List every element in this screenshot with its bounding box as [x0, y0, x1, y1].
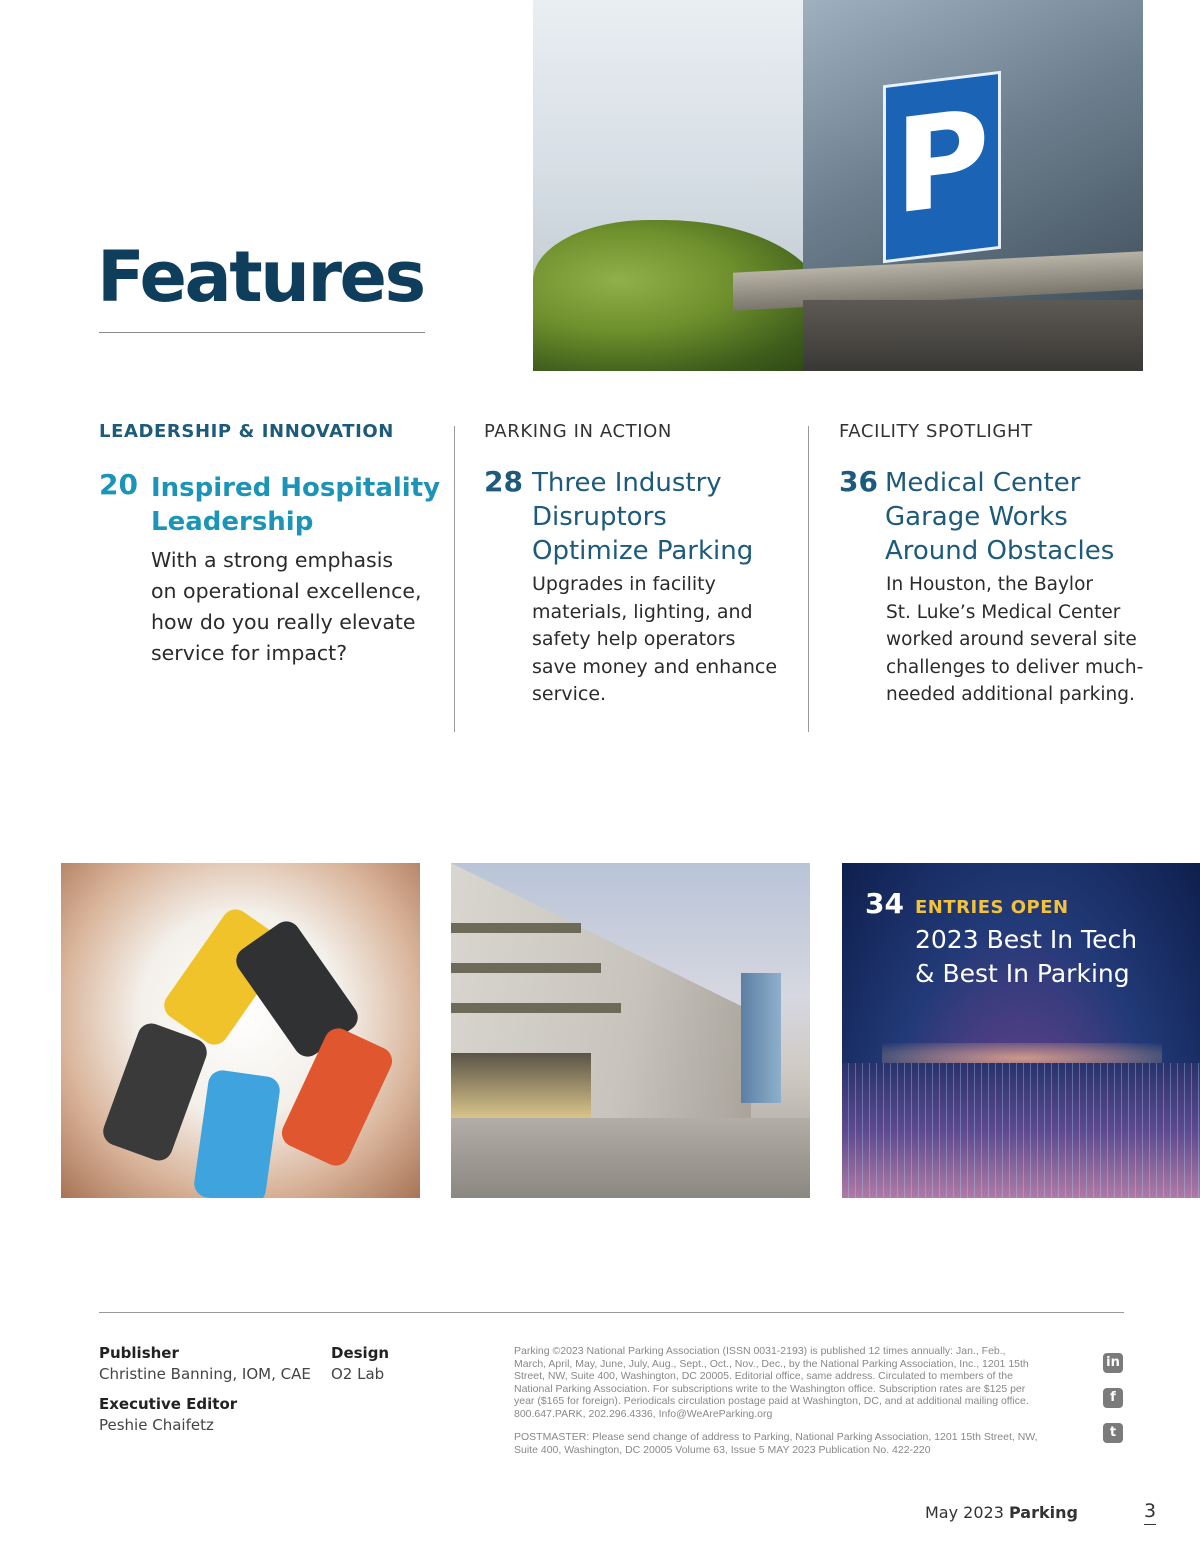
section-kicker: FACILITY SPOTLIGHT — [839, 421, 1033, 442]
legal-line: POSTMASTER: Please send change of address to Parking, National Parking Association, 1201 15th Street, NW, — [514, 1431, 1038, 1443]
headline-line: Around Obstacles — [885, 536, 1115, 566]
dek-line: materials, lighting, and — [532, 600, 753, 623]
awards-promo-tile[interactable] — [842, 863, 1200, 1198]
executive-editor-value: Peshie Chaifetz — [99, 1416, 214, 1434]
column-divider — [454, 426, 455, 732]
feature-column-2 — [484, 421, 672, 442]
publisher-value: Christine Banning, IOM, CAE — [99, 1365, 311, 1383]
dek-line: In Houston, the Baylor — [886, 574, 1093, 595]
headline-line: Inspired Hospitality — [151, 473, 441, 503]
headline-line: Leadership — [151, 507, 314, 537]
phone-blue — [192, 1069, 281, 1198]
feature-dek-3 — [886, 571, 1143, 709]
dek-line: on operational excellence, — [151, 579, 422, 603]
garage-level — [451, 963, 601, 973]
parking-sign — [883, 71, 1001, 263]
folio-date: May 2023 — [925, 1503, 1004, 1522]
photo-parking-garage — [451, 863, 810, 1198]
legal-line: Suite 400, Washington, DC 20005 Volume 63, Issue 5 MAY 2023 Publication No. 422-220 — [514, 1443, 931, 1456]
garage-entrance — [451, 1053, 591, 1118]
feature-headline-1[interactable] — [151, 471, 440, 539]
hero-image-parking-sign — [533, 0, 1143, 371]
page-number-ref: 28 — [484, 465, 523, 498]
page-number: 3 — [1144, 1500, 1156, 1525]
phone-dark — [99, 1020, 210, 1165]
design-value: O2 Lab — [331, 1365, 385, 1383]
page-number-ref: 36 — [839, 465, 878, 498]
section-kicker: LEADERSHIP & INNOVATION — [99, 421, 394, 442]
facebook-icon[interactable]: f — [1103, 1388, 1123, 1408]
dek-line: challenges to deliver much- — [886, 656, 1144, 678]
dek-line: how do you really elevate — [151, 610, 416, 634]
title-divider — [99, 332, 425, 333]
feature-headline-2[interactable] — [532, 466, 753, 568]
design-label: Design — [331, 1344, 390, 1362]
awards-title-line: 2023 Best In Tech — [915, 925, 1138, 954]
footer-divider — [99, 1312, 1124, 1313]
feature-dek-2 — [532, 571, 777, 709]
feature-column-1 — [99, 421, 394, 442]
awards-title-line: & Best In Parking — [915, 959, 1130, 988]
garage-level — [451, 923, 581, 933]
legal-line: Parking ©2023 National Parking Association (ISSN 0031-2193) is published 12 times annually: Jan., Feb., — [514, 1345, 1006, 1357]
dek-line: worked around several site — [886, 629, 1137, 650]
headline-line: Three Industry — [532, 468, 722, 498]
hero-base — [803, 300, 1143, 371]
headline-line: Garage Works — [885, 502, 1068, 532]
legal-line: National Parking Association. For subscriptions write to the Washington office. Subscription rates are $125 per — [514, 1382, 1026, 1395]
awards-page-number: 34 — [865, 887, 904, 920]
headline-line: Optimize Parking — [532, 536, 754, 566]
headline-line: Medical Center — [885, 468, 1081, 498]
section-kicker: PARKING IN ACTION — [484, 421, 672, 442]
dek-line: Upgrades in facility — [532, 573, 716, 595]
legal-line: Street, NW, Suite 400, Washington, DC 20005. Editorial office, same address. Circulated to members of the — [514, 1370, 1013, 1383]
background-tower — [741, 973, 781, 1103]
photo-hands-with-phones — [61, 863, 420, 1198]
folio-magazine: Parking — [1009, 1503, 1078, 1522]
dek-line: save money and enhance — [532, 655, 778, 678]
headline-line: Disruptors — [532, 502, 667, 532]
dek-line: safety help operators — [532, 628, 736, 650]
executive-editor-label: Executive Editor — [99, 1395, 238, 1413]
legal-notice — [514, 1345, 1074, 1421]
feature-headline-3[interactable] — [885, 466, 1114, 568]
dek-line: needed additional parking. — [886, 684, 1135, 705]
parking-sign-letter: P — [894, 80, 990, 244]
awards-kicker: ENTRIES OPEN — [915, 897, 1069, 918]
legal-line: March, April, May, June, July, Aug., Sept., Oct., Nov., Dec., by the National Parking Association, Inc., 1201 15th — [514, 1357, 1029, 1370]
dek-line: service. — [532, 683, 607, 705]
dek-line: St. Luke’s Medical Center — [886, 601, 1121, 623]
legal-line: 800.647.PARK, 202.296.4336, Info@WeAreParking.org — [514, 1407, 773, 1420]
page-number-ref: 20 — [99, 468, 138, 501]
tumblr-icon[interactable]: t — [1103, 1423, 1123, 1443]
page-title: Features — [97, 236, 424, 318]
legal-line: year ($165 for foreign). Periodicals circulation postage paid at Washington, DC, and at additional mailing office. — [514, 1395, 1029, 1408]
linkedin-icon[interactable]: in — [1103, 1353, 1123, 1373]
publisher-label: Publisher — [99, 1344, 179, 1362]
feature-dek-1 — [151, 545, 422, 669]
street — [451, 1118, 810, 1198]
awards-title — [915, 923, 1185, 991]
dek-line: service for impact? — [151, 641, 348, 665]
feature-column-3 — [839, 421, 1033, 442]
column-divider — [808, 426, 809, 732]
postmaster-notice — [514, 1431, 1074, 1456]
dek-line: With a strong emphasis — [151, 548, 394, 572]
garage-level — [451, 1003, 621, 1013]
city-skyline — [842, 1063, 1200, 1198]
